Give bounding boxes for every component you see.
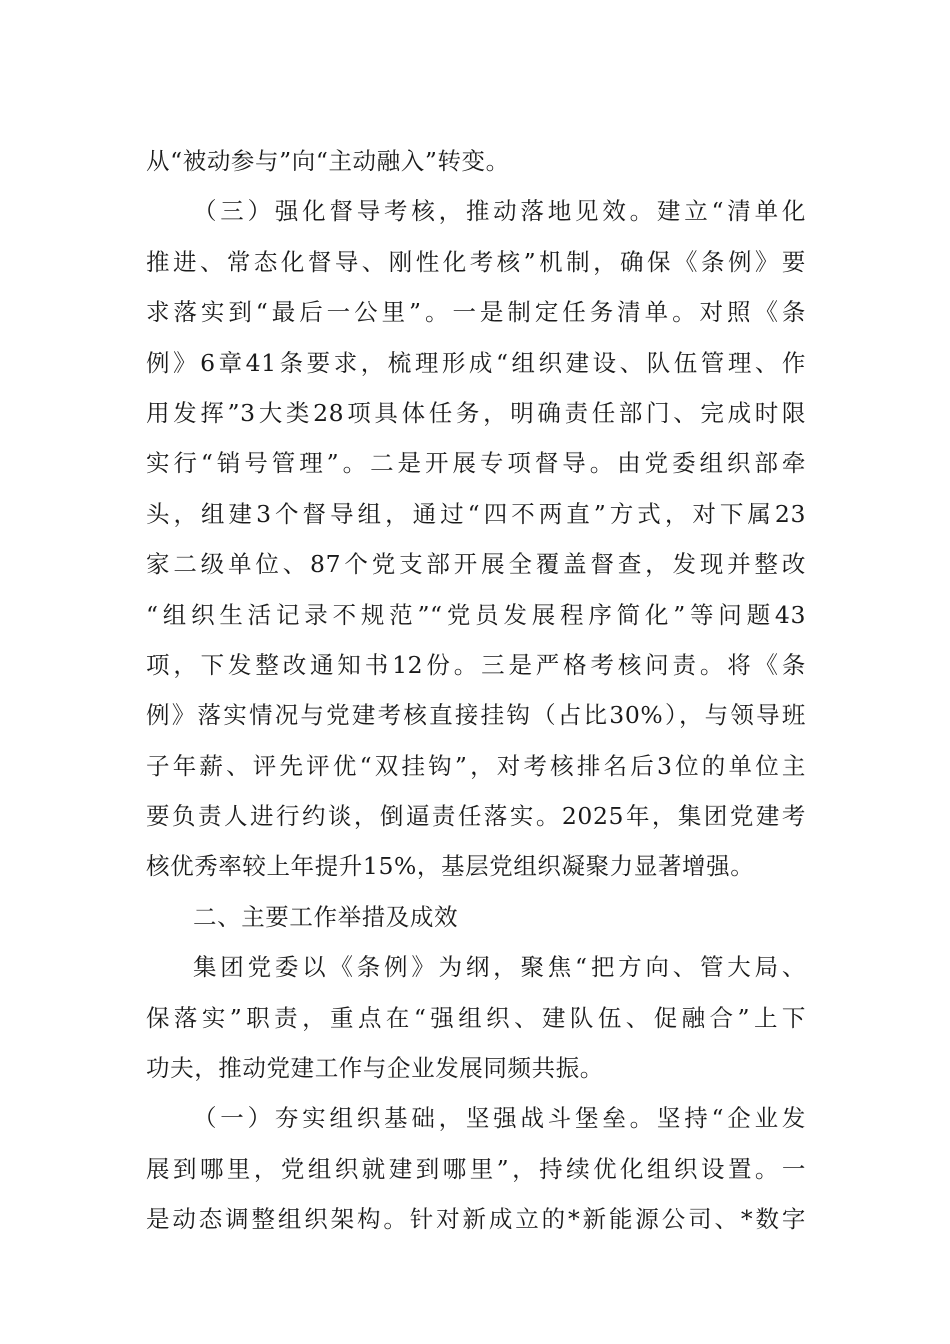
text-line: 从“被动参与”向“主动融入”转变。 xyxy=(146,147,510,175)
text-line: 实行“销号管理”。二是开展专项督导。由党委组织部牵 xyxy=(146,449,806,478)
text-line: “组织生活记录不规范”“党员发展程序简化”等问题43 xyxy=(146,600,806,629)
text-line: 展到哪里，党组织就建到哪里”，持续优化组织设置。一 xyxy=(146,1154,806,1183)
section-heading-one: （一）夯实组织基础，坚强战斗堡垒。坚持“企业发 xyxy=(193,1104,806,1133)
text-line: 核优秀率较上年提升15%，基层党组织凝聚力显著增强。 xyxy=(146,852,755,881)
document-body xyxy=(146,136,806,1245)
text-line: 求落实到“最后一公里”。一是制定任务清单。对照《条 xyxy=(146,298,806,327)
text-line: 功夫，推动党建工作与企业发展同频共振。 xyxy=(146,1054,604,1083)
section-title: 二、主要工作举措及成效 xyxy=(193,902,459,931)
text-line: 项，下发整改通知书12份。三是严格考核问责。将《条 xyxy=(146,650,806,679)
text-line: 用发挥”3大类28项具体任务，明确责任部门、完成时限 xyxy=(146,398,806,427)
text-line: 保落实”职责，重点在“强组织、建队伍、促融合”上下 xyxy=(146,1003,806,1032)
text-line: 例》落实情况与党建考核直接挂钩（占比30%），与领导班 xyxy=(146,701,806,730)
text-line: 要负责人进行约谈，倒逼责任落实。2025年，集团党建考 xyxy=(146,802,806,831)
text-line: 家二级单位、87个党支部开展全覆盖督查，发现并整改 xyxy=(146,550,806,579)
text-line: 子年薪、评先评优“双挂钩”，对考核排名后3位的单位主 xyxy=(146,751,806,780)
text-line: 例》6章41条要求，梳理形成“组织建设、队伍管理、作 xyxy=(146,348,806,377)
text-line: 是动态调整组织架构。针对新成立的*新能源公司、*数字 xyxy=(146,1205,806,1234)
text-line: 头，组建3个督导组，通过“四不两直”方式，对下属23 xyxy=(146,499,806,528)
text-line: 推进、常态化督导、刚性化考核”机制，确保《条例》要 xyxy=(146,247,806,276)
text-line: 集团党委以《条例》为纲，聚焦“把方向、管大局、 xyxy=(193,953,806,982)
section-heading-three: （三）强化督导考核，推动落地见效。建立“清单化 xyxy=(193,197,806,226)
